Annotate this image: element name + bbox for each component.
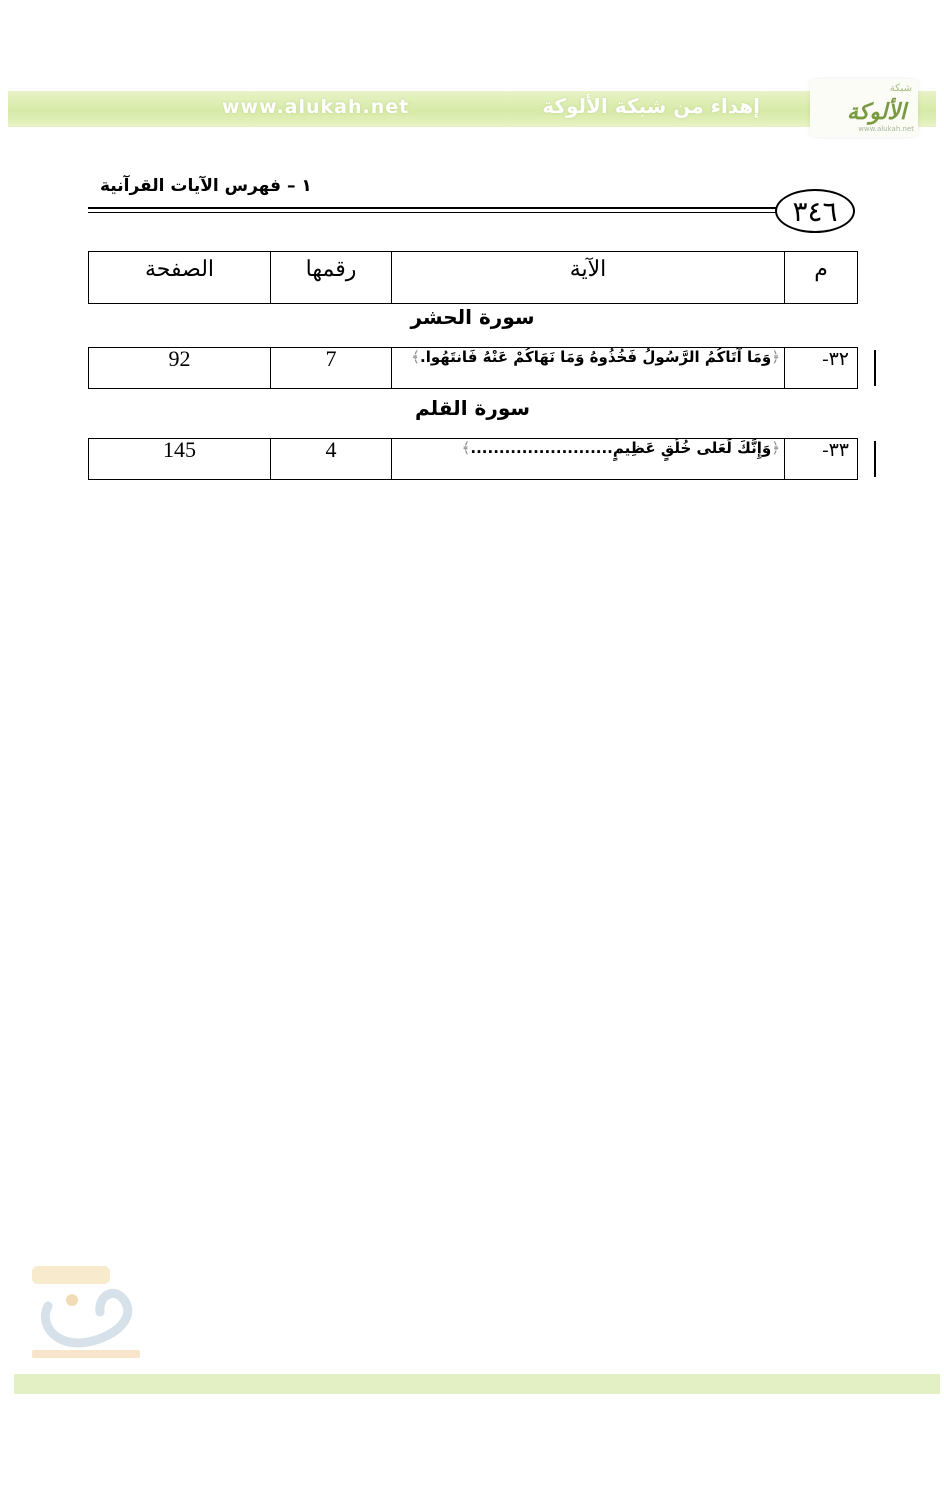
index-table-header bbox=[88, 251, 858, 304]
page-number-badge bbox=[775, 189, 855, 233]
ornate-bracket-close: ﴾ bbox=[461, 439, 471, 457]
index-title: ١ – فهرس الآيات القرآنية bbox=[100, 176, 312, 196]
ornate-bracket-close: ﴾ bbox=[411, 348, 421, 366]
index-cell: ٣٣- bbox=[785, 439, 858, 480]
top-banner bbox=[8, 91, 936, 127]
column-header-index: م bbox=[785, 252, 858, 304]
index-table-section bbox=[88, 347, 858, 389]
site-logo-url: www.alukah.net bbox=[858, 125, 914, 133]
margin-mark bbox=[874, 350, 876, 386]
ayah-number-cell: 7 bbox=[271, 348, 392, 389]
ornate-bracket-open: ﴿ bbox=[771, 348, 780, 366]
header-row bbox=[89, 252, 858, 304]
surah-heading: سورة الحشر bbox=[410, 305, 535, 329]
ayah-text: وَإِنَّكَ لَعَلى خُلُقٍ عَظِيمٍ......................... bbox=[470, 439, 772, 457]
ayah-cell bbox=[392, 348, 785, 389]
header-rule-thin bbox=[88, 212, 778, 213]
site-logo-small: شبكة bbox=[889, 83, 912, 94]
ayah-text: وَمَا آتَاكُمُ الرَّسُولُ فَخُذُوهُ وَمَا نَهَاكُمْ عَنْهُ فَانتَهُوا. bbox=[420, 348, 772, 366]
surah-heading: سورة القلم bbox=[414, 396, 531, 420]
column-header-ayah: الآية bbox=[392, 252, 785, 304]
banner-text: إهداء من شبكة الألوكة bbox=[542, 94, 760, 118]
watermark-logo-icon bbox=[28, 1256, 144, 1360]
site-logo-word: الألوكة bbox=[847, 99, 906, 125]
column-header-number: رقمها bbox=[271, 252, 392, 304]
index-table-section bbox=[88, 438, 858, 480]
page-cell: 92 bbox=[89, 348, 271, 389]
bottom-banner bbox=[14, 1374, 940, 1394]
page-cell: 145 bbox=[89, 439, 271, 480]
ornate-bracket-open: ﴿ bbox=[771, 439, 780, 457]
page-number: ٣٤٦ bbox=[792, 194, 838, 228]
ayah-cell bbox=[392, 439, 785, 480]
header-rule bbox=[88, 207, 778, 209]
site-logo bbox=[810, 79, 918, 137]
margin-mark bbox=[874, 441, 876, 477]
ayah-number-cell: 4 bbox=[271, 439, 392, 480]
banner-url: www.alukah.net bbox=[222, 96, 410, 118]
column-header-page: الصفحة bbox=[89, 252, 271, 304]
table-row bbox=[89, 439, 858, 480]
table-row bbox=[89, 348, 858, 389]
index-cell: ٣٢- bbox=[785, 348, 858, 389]
